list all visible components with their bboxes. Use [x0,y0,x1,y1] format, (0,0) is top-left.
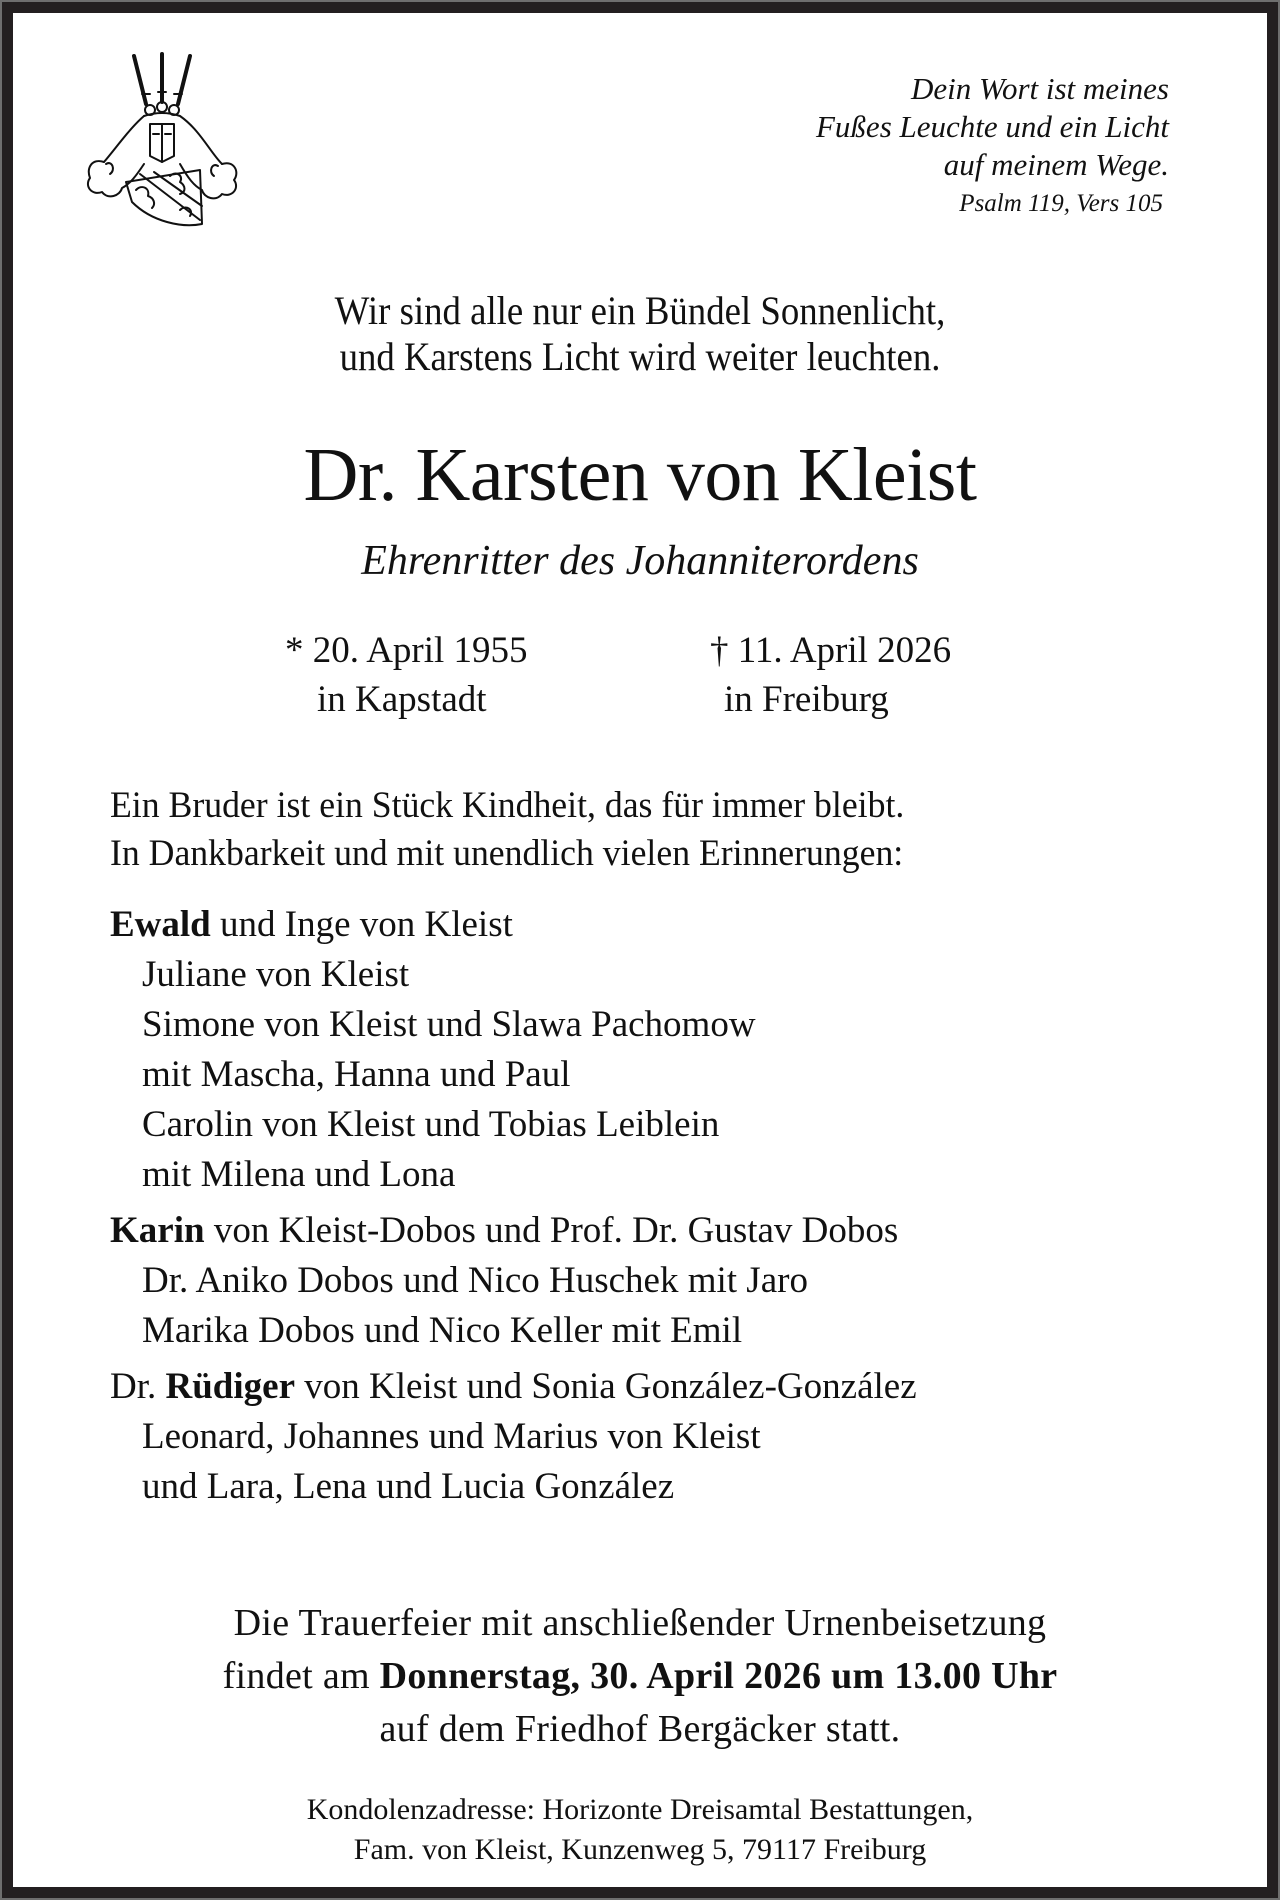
psalm-quote [816,70,1169,224]
name-rest: und Inge von Kleist [210,904,513,945]
family-member: mit Milena und Lona [142,1154,456,1195]
psalm-line: auf meinem Wege. [943,147,1169,182]
intro-line: Ein Bruder ist ein Stück Kindheit, das für immer bleibt. [110,785,905,826]
death-info [710,626,951,724]
family-member: Leonard, Johannes und Marius von Kleist [142,1416,761,1457]
death-place: in Freiburg [724,679,889,720]
death-date: 11. April 2026 [737,630,952,671]
psalm-line: Fußes Leuchte und ein Licht [816,109,1169,144]
service-line: Die Trauerfeier mit anschließender Urnenbeisetzung [233,1602,1047,1644]
deceased-title: Ehrenritter des Johanniterordens [361,538,919,584]
mourner-group [110,1206,917,1356]
address-line: Fam. von Kleist, Kunzenweg 5, 79117 Freiburg [353,1833,927,1866]
motto-line: und Karstens Licht wird weiter leuchten. [339,334,941,379]
birth-date: 20. April 1955 [312,630,528,671]
deceased-name: Dr. Karsten von Kleist [303,433,977,517]
family-member: Carolin von Kleist und Tobias Leiblein [142,1104,720,1145]
cross-icon: † [710,630,729,671]
service-line [0,1650,1280,1703]
family-member: und Lara, Lena und Lucia González [142,1466,675,1507]
service-prefix: findet am [222,1655,380,1697]
name-prefix: Dr. [110,1366,166,1407]
family-member: Juliane von Kleist [142,954,410,995]
mourner-group-head [110,1362,917,1412]
coat-of-arms-icon [82,52,242,232]
psalm-line: Dein Wort ist meines [910,71,1169,106]
motto-line: Wir sind alle nur ein Bündel Sonnenlicht, [334,288,946,333]
mourner-group [110,1362,917,1512]
condolence-address [0,1790,1280,1870]
birth-info [285,626,528,724]
sibling-name: Ewald [110,904,211,945]
birth-place: in Kapstadt [317,679,487,720]
sibling-name: Rüdiger [165,1366,295,1407]
family-member: Simone von Kleist und Slawa Pachomow [142,1004,756,1045]
mourner-group-head [110,1206,917,1256]
birth-symbol: * [285,630,304,671]
family-member: Dr. Aniko Dobos und Nico Huschek mit Jaro [142,1260,808,1301]
family-member: mit Mascha, Hanna und Paul [142,1054,571,1095]
intro-line: In Dankbarkeit und mit unendlich vielen Erinnerungen: [110,833,904,874]
name-rest: von Kleist-Dobos und Prof. Dr. Gustav Dobos [204,1210,899,1251]
mourner-group [110,900,917,1200]
mourners-list [110,900,917,1518]
service-info [0,1597,1280,1756]
psalm-reference: Psalm 119, Vers 105 [959,190,1163,217]
intro-text [110,782,904,878]
name-rest: von Kleist und Sonia González-González [295,1366,917,1407]
service-datetime: Donnerstag, 30. April 2026 um 13.00 Uhr [379,1655,1058,1697]
service-line: auf dem Friedhof Bergäcker statt. [379,1708,901,1750]
mourner-group-head [110,900,917,950]
family-member: Marika Dobos und Nico Keller mit Emil [142,1310,743,1351]
sibling-name: Karin [110,1210,205,1251]
motto [51,288,1229,380]
address-line: Kondolenzadresse: Horizonte Dreisamtal Bestattungen, [306,1793,974,1826]
